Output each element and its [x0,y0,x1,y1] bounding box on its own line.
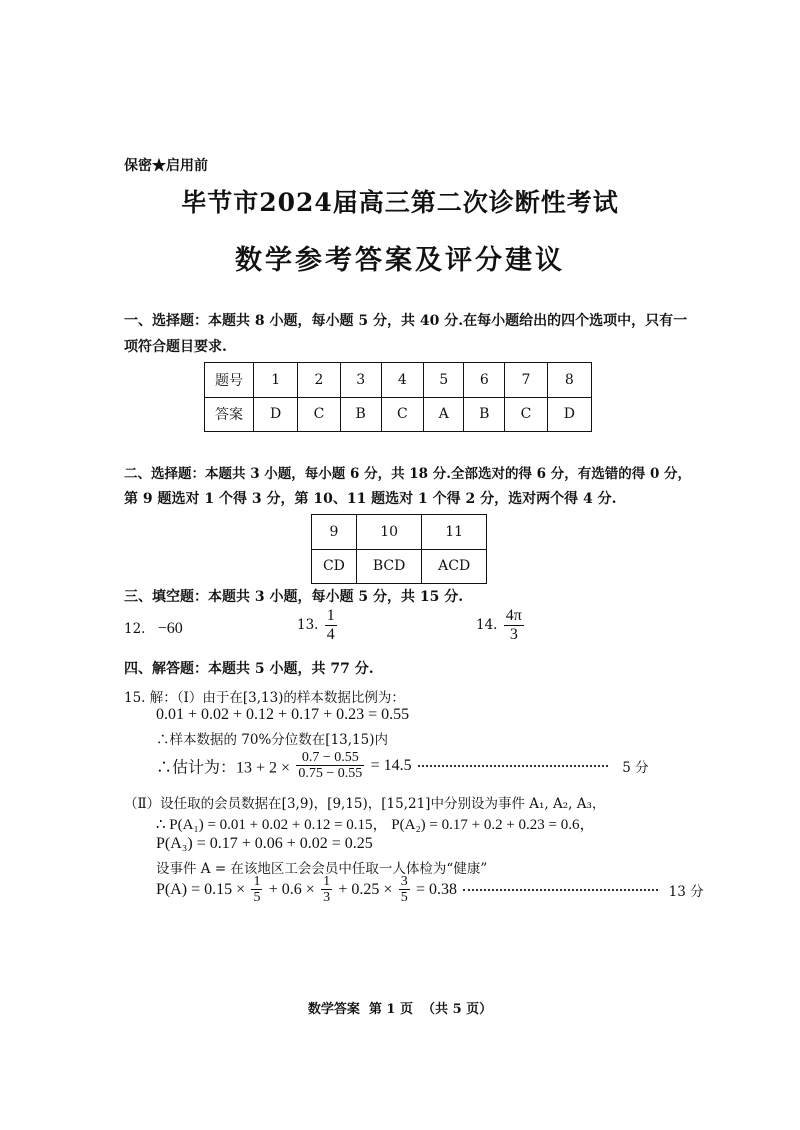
q15-fraction-2 [321,874,332,906]
q15-prob-mid1: + 0.6 × [268,880,315,898]
q14-label: 14. [476,617,498,634]
document-subtitle: 数学参考答案及评分建议 [235,245,565,276]
confidential-label: 保密★启用前 [124,158,208,174]
table-cell: 7 [505,363,547,398]
table-cell: B [340,397,381,432]
table-cell: C [381,397,423,432]
table-cell: A [424,397,464,432]
fraction-numerator: 1 [323,874,331,889]
table-row [312,515,487,550]
fraction-numerator: 3 [400,874,408,889]
table-cell: 3 [340,363,381,398]
q14-answer [476,607,526,643]
q15-prob-prefix: P(A) = 0.15 × [156,880,246,898]
q15-line3: ∴样本数据的 70%分位数在[13,15)内 [156,732,388,748]
q15-line1: 15. 解：（Ⅰ）由于在[3,13)的样本数据比例为： [124,690,405,706]
q15-estimate-fraction [296,750,364,782]
table-cell: 9 [312,515,357,550]
q15-estimate-denominator: 0.75 − 0.55 [298,766,363,782]
leader-dots [463,889,658,891]
q15-fraction-1 [251,874,262,906]
q13-fraction [325,607,337,643]
table-cell: 8 [547,363,591,398]
section2-heading-line1: 二、选择题：本题共 3 小题，每小题 6 分，共 18 分.全部选对的得 6 分，有选错的得 0 分， [124,466,692,482]
q15-probability-line [156,874,704,906]
table-cell-label: 答案 [205,397,254,432]
fraction-denominator: 3 [323,890,331,906]
q14-numerator: 4π [505,607,522,624]
table-cell: D [254,397,298,432]
page-footer: 数学答案 第 1 页 （共 5 页） [307,1002,493,1017]
q15-prob-mid2: + 0.25 × [338,880,393,898]
exam-title: 毕节市2024届高三第二次诊断性考试 [181,188,619,217]
q15-estimate-line [156,750,649,782]
table-cell: 5 [424,363,464,398]
table-cell: BCD [356,549,421,584]
table-cell-label: 题号 [205,363,254,398]
q15-line5: （Ⅱ）设任取的会员数据在[3,9)，[9,15)，[15,21]中分别设为事件 A₁, A₂, A₃， [124,796,606,812]
q13-denominator: 4 [326,625,335,643]
fraction-denominator: 5 [400,890,408,906]
q14-fraction [504,607,524,643]
table-cell: 4 [381,363,423,398]
multi-select-answer-table [311,514,487,584]
table-cell: ACD [422,549,487,584]
table-row [205,397,592,432]
section1-heading-line1: 一、选择题：本题共 8 小题，每小题 5 分，共 40 分.在每小题给出的四个选项中，只有一 [124,313,688,329]
q15-estimate-result: = 14.5 [370,756,412,774]
fraction-numerator: 1 [253,874,261,889]
multiple-choice-answer-table [204,362,592,432]
q15-part1-score: 5 分 [622,759,649,776]
fraction-denominator: 5 [253,890,261,906]
table-cell: 10 [356,515,421,550]
q13-numerator: 1 [326,607,335,624]
section3-heading: 三、填空题：本题共 3 小题，每小题 5 分，共 15 分. [124,589,464,605]
q12-label: 12. [124,621,146,637]
table-cell: 2 [298,363,340,398]
q15-line7: P(A₃) = 0.17 + 0.06 + 0.02 = 0.25 [156,835,373,852]
q15-line2: 0.01 + 0.02 + 0.12 + 0.17 + 0.23 = 0.55 [156,706,410,723]
section1-heading-line2: 项符合题目要求. [124,339,227,355]
table-row [312,549,487,584]
q14-denominator: 3 [509,625,518,643]
q13-label: 13. [297,617,319,634]
table-row [205,363,592,398]
table-cell: 11 [422,515,487,550]
q15-fraction-3 [399,874,410,906]
q13-answer [297,607,339,643]
q15-estimate-numerator: 0.7 − 0.55 [296,750,364,766]
table-cell: C [298,397,340,432]
q15-line6: ∴ P(A₁) = 0.01 + 0.02 + 0.12 = 0.15， P(A₂) = 0.17 + 0.2 + 0.23 = 0.6， [156,817,595,833]
q12-value: −60 [157,620,183,637]
q15-part2-score: 13 分 [668,883,704,900]
q15-line8: 设事件 A = 在该地区工会会员中任取一人体检为“健康” [156,861,488,877]
table-cell: 1 [254,363,298,398]
table-cell: B [464,397,505,432]
q15-prob-result: = 0.38 [416,880,458,898]
leader-dots [418,765,608,767]
q12-answer [124,620,183,638]
section4-heading: 四、解答题：本题共 5 小题，共 77 分. [124,661,374,677]
table-cell: C [505,397,547,432]
section2-heading-line2: 第 9 题选对 1 个得 3 分，第 10、11 题选对 1 个得 2 分，选对两个得 4 分. [124,491,617,507]
table-cell: 6 [464,363,505,398]
q15-estimate-prefix: ∴估计为：13 + 2 × [156,759,291,777]
table-cell: D [547,397,591,432]
table-cell: CD [312,549,357,584]
